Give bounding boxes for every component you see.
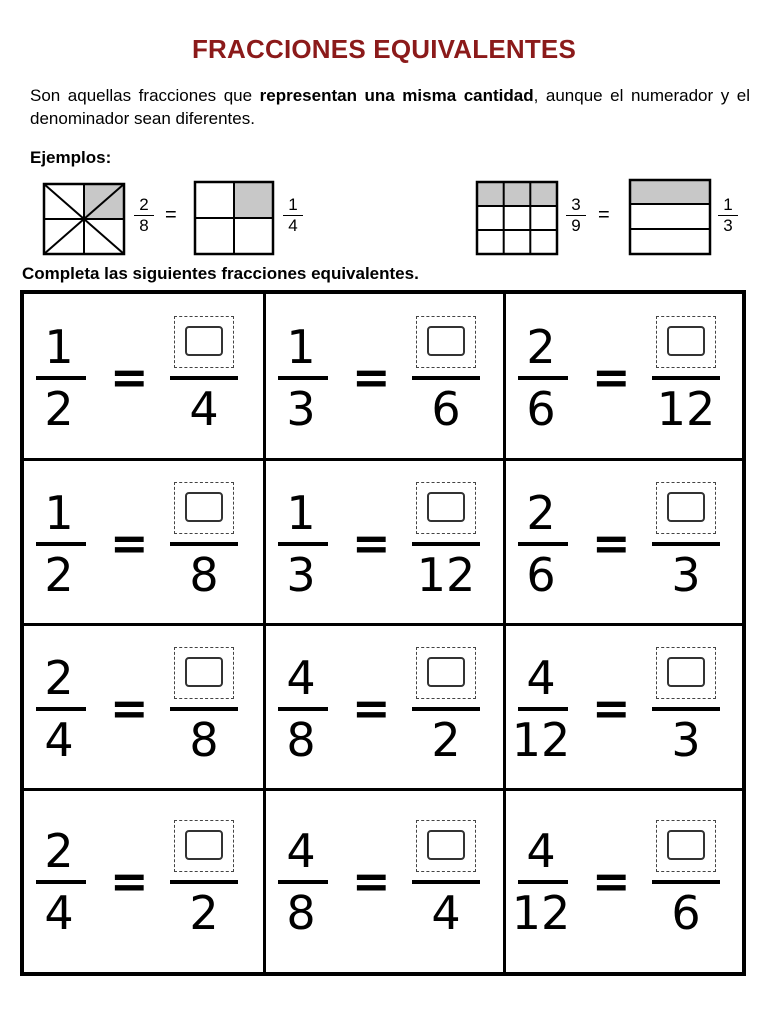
example-1-left-figure (42, 182, 126, 256)
answer-box[interactable] (174, 482, 234, 534)
equals-sign: = (592, 350, 631, 404)
equals-sign: = (110, 350, 149, 404)
given-fraction-bar (278, 542, 328, 546)
exercise-cell (266, 626, 506, 791)
example-2-left-fraction (566, 195, 586, 236)
target-denominator: 12 (656, 382, 716, 436)
example-1-left-fraction (134, 195, 154, 236)
example-1-right-figure (193, 180, 275, 256)
given-denominator: 6 (526, 548, 556, 602)
given-numerator: 2 (526, 486, 556, 540)
example-2-right-num: 1 (718, 195, 738, 216)
exercise-cell (266, 791, 506, 972)
answer-box-inner[interactable] (427, 492, 465, 522)
example-1-left-num: 2 (134, 195, 154, 216)
example-1-equals: = (165, 204, 177, 226)
examples-label: Ejemplos: (30, 148, 112, 167)
answer-box-inner[interactable] (185, 326, 223, 356)
answer-box-inner[interactable] (667, 492, 705, 522)
equals-sign: = (352, 516, 391, 570)
equals-sign: = (352, 854, 391, 908)
example-2-right-den: 3 (723, 216, 733, 235)
given-fraction-bar (278, 707, 328, 711)
target-fraction-bar (170, 880, 238, 884)
equals-sign: = (352, 350, 391, 404)
given-numerator: 2 (526, 320, 556, 374)
answer-box-inner[interactable] (185, 492, 223, 522)
exercise-cell (24, 294, 266, 461)
exercise-cell (506, 791, 742, 972)
equals-sign: = (352, 681, 391, 735)
given-fraction-bar (36, 707, 86, 711)
target-fraction-bar (652, 376, 720, 380)
answer-box[interactable] (656, 647, 716, 699)
given-fraction-bar (36, 376, 86, 380)
answer-box[interactable] (416, 316, 476, 368)
target-fraction-bar (412, 376, 480, 380)
target-fraction-bar (652, 542, 720, 546)
given-numerator: 4 (526, 651, 556, 705)
answer-box[interactable] (656, 316, 716, 368)
equals-sign: = (110, 681, 149, 735)
given-denominator: 4 (44, 713, 74, 767)
exercise-cell (24, 626, 266, 791)
target-denominator: 3 (671, 548, 701, 602)
equals-sign: = (592, 516, 631, 570)
target-denominator: 6 (671, 886, 701, 940)
given-fraction-bar (36, 880, 86, 884)
target-denominator: 8 (189, 713, 219, 767)
answer-box[interactable] (416, 647, 476, 699)
answer-box-inner[interactable] (667, 830, 705, 860)
target-fraction-bar (652, 707, 720, 711)
example-1-right-num: 1 (283, 195, 303, 216)
answer-box-inner[interactable] (185, 830, 223, 860)
target-fraction-bar (170, 542, 238, 546)
given-numerator: 2 (44, 651, 74, 705)
given-numerator: 4 (286, 651, 316, 705)
target-denominator: 3 (671, 713, 701, 767)
answer-box-inner[interactable] (427, 657, 465, 687)
example-1-right-fraction (283, 195, 303, 236)
target-denominator: 4 (431, 886, 461, 940)
given-numerator: 1 (286, 486, 316, 540)
target-fraction-bar (412, 880, 480, 884)
target-denominator: 12 (416, 548, 476, 602)
answer-box[interactable] (416, 482, 476, 534)
answer-box-inner[interactable] (185, 657, 223, 687)
given-numerator: 2 (44, 824, 74, 878)
exercise-cell (24, 461, 266, 626)
target-fraction-bar (652, 880, 720, 884)
given-numerator: 1 (44, 320, 74, 374)
given-denominator: 12 (511, 713, 571, 767)
given-denominator: 4 (44, 886, 74, 940)
given-denominator: 3 (286, 382, 316, 436)
given-fraction-bar (278, 376, 328, 380)
exercise-cell (506, 626, 742, 791)
given-fraction-bar (278, 880, 328, 884)
example-2-left-den: 9 (571, 216, 581, 235)
given-fraction-bar (518, 376, 568, 380)
intro-paragraph (30, 84, 750, 130)
answer-box[interactable] (174, 820, 234, 872)
equals-sign: = (592, 681, 631, 735)
given-denominator: 2 (44, 382, 74, 436)
exercise-cell (24, 791, 266, 972)
given-denominator: 2 (44, 548, 74, 602)
answer-box-inner[interactable] (667, 326, 705, 356)
answer-box[interactable] (656, 482, 716, 534)
example-2-left-figure (475, 180, 559, 256)
exercise-grid (20, 290, 746, 976)
equals-sign: = (110, 516, 149, 570)
given-fraction-bar (518, 880, 568, 884)
target-fraction-bar (412, 542, 480, 546)
example-1-left-den: 8 (139, 216, 149, 235)
example-2-right-figure (628, 178, 712, 256)
given-fraction-bar (36, 542, 86, 546)
exercise-cell (266, 461, 506, 626)
intro-text-bold: representan una misma cantidad (259, 86, 534, 105)
answer-box-inner[interactable] (667, 657, 705, 687)
given-fraction-bar (518, 542, 568, 546)
example-2-right-fraction (718, 195, 738, 236)
given-numerator: 1 (44, 486, 74, 540)
answer-box[interactable] (656, 820, 716, 872)
given-numerator: 4 (286, 824, 316, 878)
example-2-left-num: 3 (566, 195, 586, 216)
example-2-equals: = (598, 204, 610, 226)
given-denominator: 12 (511, 886, 571, 940)
target-denominator: 8 (189, 548, 219, 602)
exercise-instructions: Completa las siguientes fracciones equivalentes. (22, 264, 419, 283)
given-numerator: 4 (526, 824, 556, 878)
given-denominator: 6 (526, 382, 556, 436)
target-fraction-bar (170, 707, 238, 711)
target-fraction-bar (412, 707, 480, 711)
equals-sign: = (110, 854, 149, 908)
example-1-right-den: 4 (288, 216, 298, 235)
equals-sign: = (592, 854, 631, 908)
intro-text-2: , aunque el numerador y el denominador sean diferentes. (30, 86, 750, 128)
exercise-cell (506, 461, 742, 626)
answer-box-inner[interactable] (427, 326, 465, 356)
answer-box-inner[interactable] (427, 830, 465, 860)
target-denominator: 2 (189, 886, 219, 940)
answer-box[interactable] (174, 647, 234, 699)
exercise-cell (266, 294, 506, 461)
answer-box[interactable] (174, 316, 234, 368)
target-fraction-bar (170, 376, 238, 380)
given-numerator: 1 (286, 320, 316, 374)
target-denominator: 6 (431, 382, 461, 436)
given-denominator: 8 (286, 886, 316, 940)
target-denominator: 2 (431, 713, 461, 767)
exercise-cell (506, 294, 742, 461)
given-denominator: 8 (286, 713, 316, 767)
answer-box[interactable] (416, 820, 476, 872)
given-fraction-bar (518, 707, 568, 711)
intro-text-1: Son aquellas fracciones que (30, 86, 260, 105)
target-denominator: 4 (189, 382, 219, 436)
given-denominator: 3 (286, 548, 316, 602)
page-title: FRACCIONES EQUIVALENTES (191, 34, 577, 64)
